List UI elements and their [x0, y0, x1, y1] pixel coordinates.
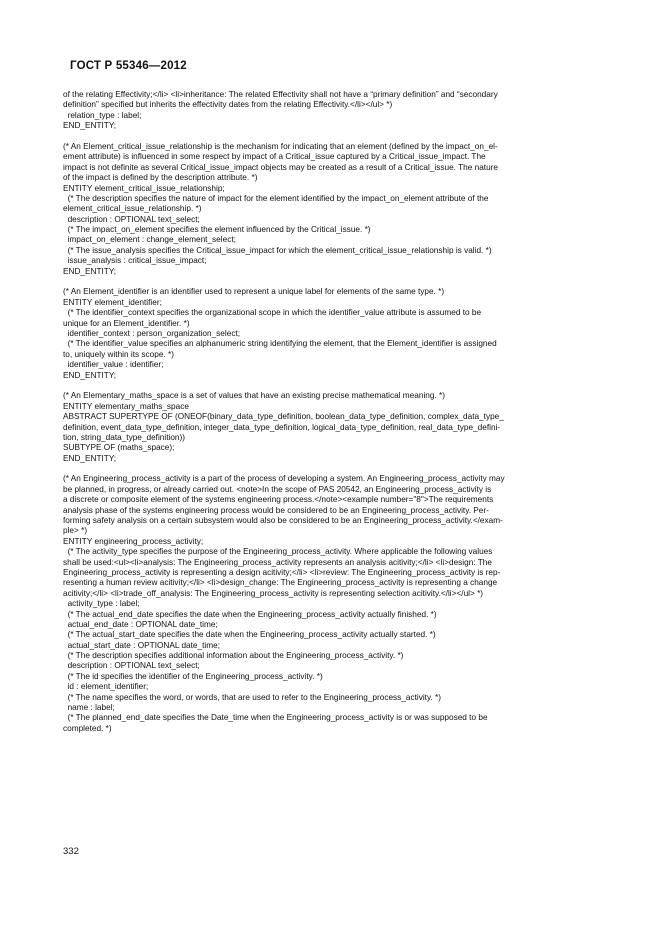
- text-line: be planned, in progress, or already carried out. <note>In the scope of PAS 20542, an Engineering_process_activity is: [63, 484, 492, 494]
- text-line: identifier_value : identifier;: [63, 360, 164, 370]
- text-line: ement attribute) is influenced in some respect by impact of a Critical_issue captured by a Critical_issue_impact. The: [63, 152, 486, 162]
- text-line: issue_analysis : critical_issue_impact;: [63, 256, 207, 266]
- text-line: activity_type : label;: [63, 599, 140, 609]
- text-line: (* The name specifies the word, or words, that are used to refer to the Engineering_process_activity. *): [63, 692, 442, 702]
- text-line: (* An Element_critical_issue_relationship is the mechanism for indicating that an element (defined by the impact_on_el-: [63, 141, 498, 151]
- page-number: 332: [63, 846, 79, 857]
- text-line: id : element_identifier;: [63, 682, 149, 692]
- text-line: actual_end_date : OPTIONAL date_time;: [63, 619, 218, 629]
- text-line: definition” specified but inherits the effectivity dates from the relating Effectivity.</li></ul> *): [63, 100, 393, 110]
- paragraph-gap: [63, 381, 593, 391]
- text-line: (* The id specifies the identifier of the Engineering_process_activity. *): [63, 671, 323, 681]
- text-line: END_ENTITY;: [63, 370, 117, 380]
- text-line: a discrete or composite element of the systems engineering process.</note><example number="8">The requirements: [63, 495, 494, 505]
- text-line: resenting a human review acitivity;</li> <li>design_change: The Engineering_process_activity is representing a change: [63, 578, 498, 588]
- text-line: (* The description specifies additional information about the Engineering_process_activity. *): [63, 651, 404, 661]
- text-line: definition, event_data_type_definition, integer_data_type_definition, logical_data_type_definition, real_data_type_defini-: [63, 422, 501, 432]
- text-line: tion, string_data_type_definition)): [63, 432, 185, 442]
- text-line: (* An Element_identifier is an identifier used to represent a unique label for elements of the same type. *): [63, 287, 445, 297]
- text-line: (* The description specifies the nature of impact for the element identified by the impact_on_element attribute of the: [63, 193, 489, 203]
- text-line: (* The identifier_context specifies the organizational scope in which the identifier_value attribute is assumed to be: [63, 308, 482, 318]
- text-line: END_ENTITY;: [63, 266, 117, 276]
- document-header: ГОСТ Р 55346—2012: [70, 60, 187, 72]
- text-line: (* The actual_start_date specifies the date when the Engineering_process_activity actually started. *): [63, 630, 436, 640]
- text-line: to, uniquely within its scope. *): [63, 349, 174, 359]
- text-line: (* The planned_end_date specifies the Date_time when the Engineering_process_activity is or was supposed to be: [63, 713, 488, 723]
- text-line: impact_on_element : change_element_select;: [63, 235, 236, 245]
- text-line: (* An Engineering_process_activity is a part of the process of developing a system. An Engineering_process_activity may: [63, 474, 505, 484]
- text-line: relation_type : label;: [63, 110, 142, 120]
- text-line: ENTITY engineering_process_activity;: [63, 536, 204, 546]
- text-line: analysis phase of the systems engineering process would be considered to be an Engineering_process_activity. Per-: [63, 505, 489, 515]
- text-line: element_critical_issue_relationship. *): [63, 204, 202, 214]
- text-line: (* An Elementary_maths_space is a set of values that have an existing precise mathematical meaning. *): [63, 391, 445, 401]
- text-line: of the relating Effectivity;</li> <li>inheritance: The related Effectivity shall not have a “primary definition” and “secondary: [63, 90, 498, 99]
- text-line: (* The issue_analysis specifies the Critical_issue_impact for which the element_critical_issue_relationship is valid. *): [63, 245, 492, 255]
- paragraph-gap: [63, 464, 593, 474]
- paragraph-gap: [63, 132, 593, 142]
- text-line: actual_start_date : OPTIONAL date_time;: [63, 640, 220, 650]
- text-line: (* The identifier_value specifies an alphanumeric string identifying the element, that the Element_identifier is assigned: [63, 339, 497, 349]
- text-line: description : OPTIONAL text_select;: [63, 214, 200, 224]
- text-line: (* The impact_on_element specifies the element influenced by the Critical_issue. *): [63, 225, 371, 235]
- text-line: ENTITY element_identifier;: [63, 297, 162, 307]
- text-line: Engineering_process_activity is representing a design acitivity;</li> <li>review: The Engineering_process_activity is rep-: [63, 567, 501, 577]
- text-line: of the impact is defined by the description attribute. *): [63, 173, 258, 183]
- document-body: [63, 90, 593, 734]
- text-line: shall be used:<ul><li>analysis: The Engineering_process_activity represents an analysis acitivity;</li> <li>design: The: [63, 557, 492, 567]
- text-line: (* The activity_type specifies the purpose of the Engineering_process_activity. Where applicable the following values: [63, 547, 493, 557]
- text-line: END_ENTITY;: [63, 453, 117, 463]
- text-line: forming safety analysis on a certain subsystem would also be considered to be an Engineering_process_activity.</exam-: [63, 516, 503, 526]
- text-line: unique for an Element_identifier. *): [63, 318, 190, 328]
- text-line: acitivity;</li> <li>trade_off_analysis: The Engineering_process_activity is representing selection acitivity.</li></ul> *): [63, 588, 484, 598]
- text-line: name : label;: [63, 703, 115, 713]
- text-line: completed. *): [63, 723, 112, 733]
- text-line: ENTITY elementary_maths_space: [63, 401, 189, 411]
- text-line: identifier_context : person_organization_select;: [63, 328, 241, 338]
- text-line: ple> *): [63, 526, 88, 536]
- text-line: ENTITY element_critical_issue_relationship;: [63, 183, 225, 193]
- text-line: (* The actual_end_date specifies the date when the Engineering_process_activity actually finished. *): [63, 609, 437, 619]
- text-line: END_ENTITY;: [63, 121, 117, 131]
- paragraph-gap: [63, 277, 593, 287]
- text-line: impact is not definite as several Critical_issue_impact objects may be created as a result of a Critical_issue. The nature: [63, 162, 499, 172]
- text-line: SUBTYPE OF (maths_space);: [63, 443, 175, 453]
- text-line: description : OPTIONAL text_select;: [63, 661, 200, 671]
- text-line: ABSTRACT SUPERTYPE OF (ONEOF(binary_data_type_definition, boolean_data_type_definition, complex_data_type_: [63, 412, 504, 422]
